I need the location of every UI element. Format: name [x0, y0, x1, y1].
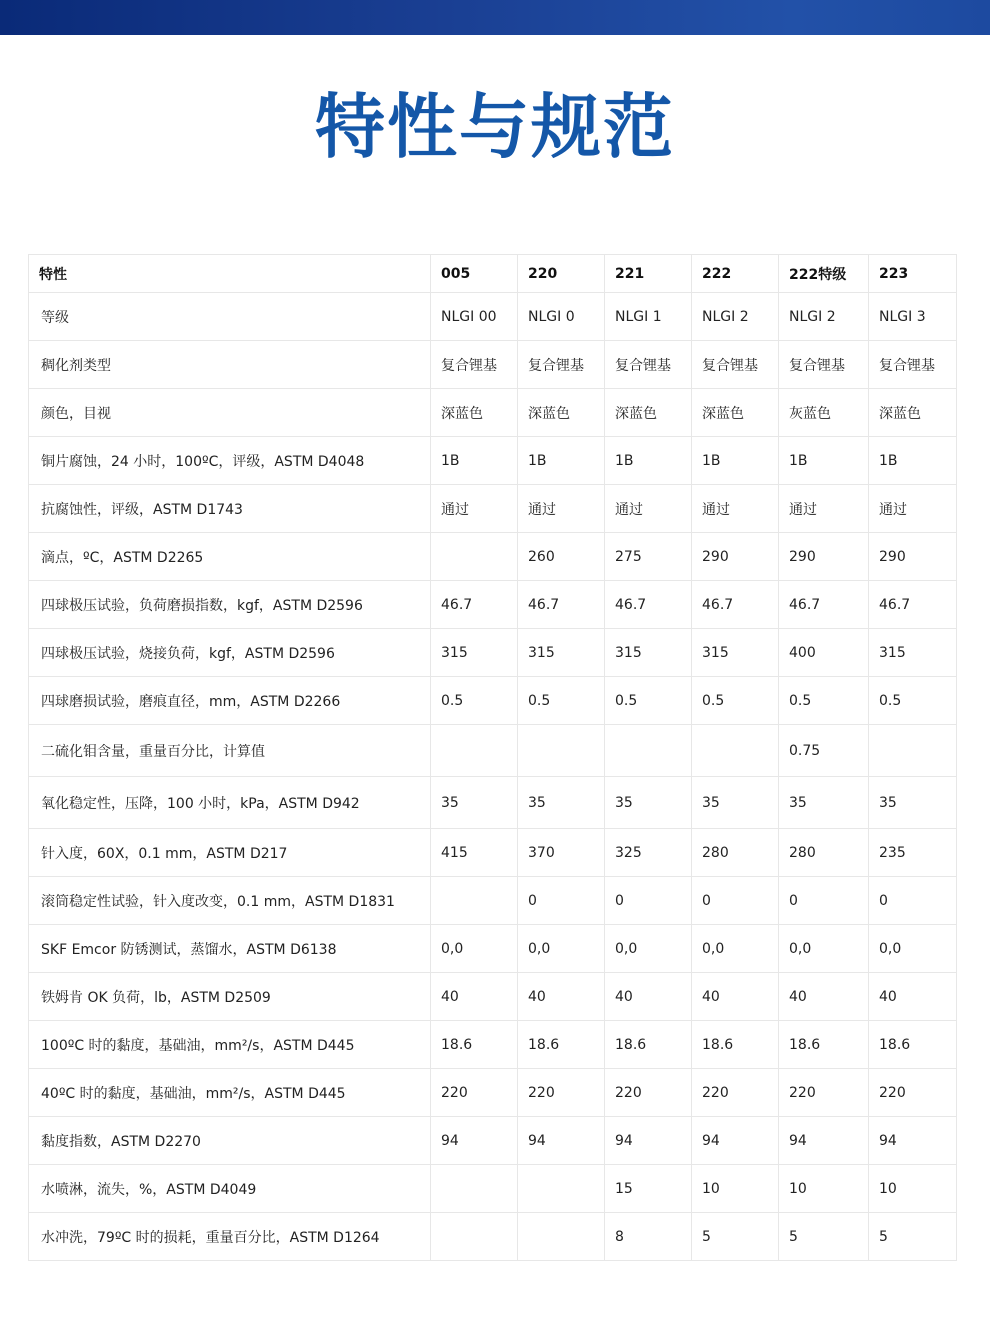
header-005: 005 [431, 255, 518, 293]
table-cell: 94 [692, 1117, 779, 1165]
table-cell [431, 533, 518, 581]
table-cell: 10 [692, 1165, 779, 1213]
row-label: 四球极压试验，烧接负荷，kgf，ASTM D2596 [29, 629, 431, 677]
table-row [29, 777, 957, 829]
row-label: 滚筒稳定性试验，针入度改变，0.1 mm，ASTM D1831 [29, 877, 431, 925]
row-label: 水冲洗，79ºC 时的损耗，重量百分比，ASTM D1264 [29, 1213, 431, 1261]
table-cell: 0 [779, 877, 869, 925]
row-label: 铁姆肯 OK 负荷，lb，ASTM D2509 [29, 973, 431, 1021]
row-label: 铜片腐蚀，24 小时，100ºC，评级，ASTM D4048 [29, 437, 431, 485]
table-cell [692, 725, 779, 777]
table-cell: 0.5 [692, 677, 779, 725]
header-221: 221 [605, 255, 692, 293]
table-row [29, 677, 957, 725]
table-cell: 46.7 [431, 581, 518, 629]
table-cell: 40 [518, 973, 605, 1021]
table-row [29, 725, 957, 777]
table-cell: 0,0 [518, 925, 605, 973]
table-row [29, 389, 957, 437]
row-label: 稠化剂类型 [29, 341, 431, 389]
table-cell [431, 1213, 518, 1261]
table-cell: 220 [692, 1069, 779, 1117]
table-cell: 深蓝色 [692, 389, 779, 437]
table-cell: 1B [518, 437, 605, 485]
table-cell: 1B [605, 437, 692, 485]
table-row [29, 973, 957, 1021]
table-cell: 10 [869, 1165, 957, 1213]
table-body [29, 293, 957, 1261]
table-cell: 315 [605, 629, 692, 677]
table-cell: 370 [518, 829, 605, 877]
table-cell: 5 [869, 1213, 957, 1261]
table-cell: 18.6 [869, 1021, 957, 1069]
table-cell: 220 [518, 1069, 605, 1117]
row-label: 水喷淋，流失，%，ASTM D4049 [29, 1165, 431, 1213]
table-cell: 400 [779, 629, 869, 677]
table-cell: 94 [605, 1117, 692, 1165]
table-cell: 46.7 [692, 581, 779, 629]
header-223: 223 [869, 255, 957, 293]
table-cell: 通过 [692, 485, 779, 533]
spec-table [28, 254, 957, 1261]
table-cell: 94 [869, 1117, 957, 1165]
row-label: 二硫化钼含量，重量百分比，计算值 [29, 725, 431, 777]
table-row [29, 1165, 957, 1213]
row-label: 100ºC 时的黏度，基础油，mm²/s，ASTM D445 [29, 1021, 431, 1069]
table-cell: 通过 [518, 485, 605, 533]
row-label: 抗腐蚀性，评级，ASTM D1743 [29, 485, 431, 533]
table-cell: 0.5 [518, 677, 605, 725]
table-cell: 18.6 [431, 1021, 518, 1069]
table-cell: 46.7 [605, 581, 692, 629]
header-222: 222 [692, 255, 779, 293]
table-cell [431, 1165, 518, 1213]
table-cell: 35 [869, 777, 957, 829]
table-row [29, 629, 957, 677]
table-cell: 40 [869, 973, 957, 1021]
table-cell: 复合锂基 [779, 341, 869, 389]
table-cell: 35 [518, 777, 605, 829]
table-cell: NLGI 1 [605, 293, 692, 341]
table-cell: 260 [518, 533, 605, 581]
table-cell: 复合锂基 [518, 341, 605, 389]
table-cell: 深蓝色 [518, 389, 605, 437]
table-cell: 220 [605, 1069, 692, 1117]
table-cell [518, 725, 605, 777]
top-banner-bar [0, 0, 990, 35]
table-cell: 46.7 [518, 581, 605, 629]
table-cell: 315 [431, 629, 518, 677]
header-220: 220 [518, 255, 605, 293]
table-cell: 40 [431, 973, 518, 1021]
table-row [29, 925, 957, 973]
table-cell: 15 [605, 1165, 692, 1213]
table-cell: NLGI 0 [518, 293, 605, 341]
table-cell: 35 [431, 777, 518, 829]
table-cell: 94 [518, 1117, 605, 1165]
table-cell: 8 [605, 1213, 692, 1261]
table-cell: 35 [605, 777, 692, 829]
table-cell: NLGI 2 [779, 293, 869, 341]
table-cell: 0.5 [605, 677, 692, 725]
table-cell: 40 [779, 973, 869, 1021]
table-cell: 0,0 [779, 925, 869, 973]
table-cell: 94 [431, 1117, 518, 1165]
table-cell: 220 [869, 1069, 957, 1117]
table-cell: 315 [869, 629, 957, 677]
table-cell: 0.5 [779, 677, 869, 725]
table-cell: 复合锂基 [605, 341, 692, 389]
table-cell: 1B [779, 437, 869, 485]
table-cell: 0 [869, 877, 957, 925]
table-row [29, 877, 957, 925]
table-cell: 5 [692, 1213, 779, 1261]
table-cell: 290 [869, 533, 957, 581]
table-cell: 通过 [431, 485, 518, 533]
header-property: 特性 [29, 255, 431, 293]
table-cell: 深蓝色 [431, 389, 518, 437]
table-cell: 40 [605, 973, 692, 1021]
table-row [29, 437, 957, 485]
table-cell [431, 725, 518, 777]
table-cell: 通过 [869, 485, 957, 533]
table-cell [869, 725, 957, 777]
table-cell: 46.7 [869, 581, 957, 629]
table-cell: 5 [779, 1213, 869, 1261]
table-cell [518, 1213, 605, 1261]
table-cell: 0,0 [431, 925, 518, 973]
table-cell [605, 725, 692, 777]
table-row [29, 1213, 957, 1261]
table-cell [518, 1165, 605, 1213]
row-label: 氧化稳定性，压降，100 小时，kPa，ASTM D942 [29, 777, 431, 829]
table-row [29, 1021, 957, 1069]
table-row [29, 293, 957, 341]
table-cell: 325 [605, 829, 692, 877]
table-cell: 220 [779, 1069, 869, 1117]
table-cell: 18.6 [692, 1021, 779, 1069]
table-cell [431, 877, 518, 925]
table-cell: 0,0 [692, 925, 779, 973]
table-row [29, 1117, 957, 1165]
row-label: 滴点，ºC，ASTM D2265 [29, 533, 431, 581]
table-cell: 35 [779, 777, 869, 829]
table-cell: 10 [779, 1165, 869, 1213]
table-row [29, 829, 957, 877]
table-cell: 0 [605, 877, 692, 925]
table-cell: 复合锂基 [692, 341, 779, 389]
row-label: 四球磨损试验，磨痕直径，mm，ASTM D2266 [29, 677, 431, 725]
table-cell: 35 [692, 777, 779, 829]
table-cell: 46.7 [779, 581, 869, 629]
table-cell: 通过 [779, 485, 869, 533]
table-cell: 0.75 [779, 725, 869, 777]
table-cell: 220 [431, 1069, 518, 1117]
table-cell: 415 [431, 829, 518, 877]
table-cell: 灰蓝色 [779, 389, 869, 437]
table-cell: 94 [779, 1117, 869, 1165]
table-cell: NLGI 3 [869, 293, 957, 341]
table-cell: 0.5 [869, 677, 957, 725]
table-row [29, 1069, 957, 1117]
table-cell: 1B [431, 437, 518, 485]
table-cell: NLGI 2 [692, 293, 779, 341]
table-cell: 1B [869, 437, 957, 485]
table-cell: 深蓝色 [605, 389, 692, 437]
header-222-premium: 222特级 [779, 255, 869, 293]
table-cell: 0.5 [431, 677, 518, 725]
table-row [29, 533, 957, 581]
table-cell: 1B [692, 437, 779, 485]
table-cell: 复合锂基 [431, 341, 518, 389]
table-cell: 315 [518, 629, 605, 677]
table-cell: 315 [692, 629, 779, 677]
table-cell: 0,0 [869, 925, 957, 973]
table-row [29, 485, 957, 533]
row-label: 颜色，目视 [29, 389, 431, 437]
table-cell: 18.6 [518, 1021, 605, 1069]
row-label: SKF Emcor 防锈测试，蒸馏水，ASTM D6138 [29, 925, 431, 973]
table-cell: 深蓝色 [869, 389, 957, 437]
table-cell: 18.6 [779, 1021, 869, 1069]
table-cell: 0,0 [605, 925, 692, 973]
table-header-row [29, 255, 957, 293]
row-label: 40ºC 时的黏度，基础油，mm²/s，ASTM D445 [29, 1069, 431, 1117]
table-cell: 290 [779, 533, 869, 581]
row-label: 四球极压试验，负荷磨损指数，kgf，ASTM D2596 [29, 581, 431, 629]
table-cell: 40 [692, 973, 779, 1021]
table-cell: 0 [518, 877, 605, 925]
row-label: 等级 [29, 293, 431, 341]
row-label: 针入度，60X，0.1 mm，ASTM D217 [29, 829, 431, 877]
table-row [29, 581, 957, 629]
table-cell: 280 [692, 829, 779, 877]
table-cell: NLGI 00 [431, 293, 518, 341]
table-cell: 复合锂基 [869, 341, 957, 389]
table-cell: 275 [605, 533, 692, 581]
table-cell: 0 [692, 877, 779, 925]
table-cell: 280 [779, 829, 869, 877]
page-title: 特性与规范 [315, 86, 675, 168]
table-cell: 通过 [605, 485, 692, 533]
table-cell: 18.6 [605, 1021, 692, 1069]
table-cell: 235 [869, 829, 957, 877]
table-cell: 290 [692, 533, 779, 581]
row-label: 黏度指数，ASTM D2270 [29, 1117, 431, 1165]
table-row [29, 341, 957, 389]
